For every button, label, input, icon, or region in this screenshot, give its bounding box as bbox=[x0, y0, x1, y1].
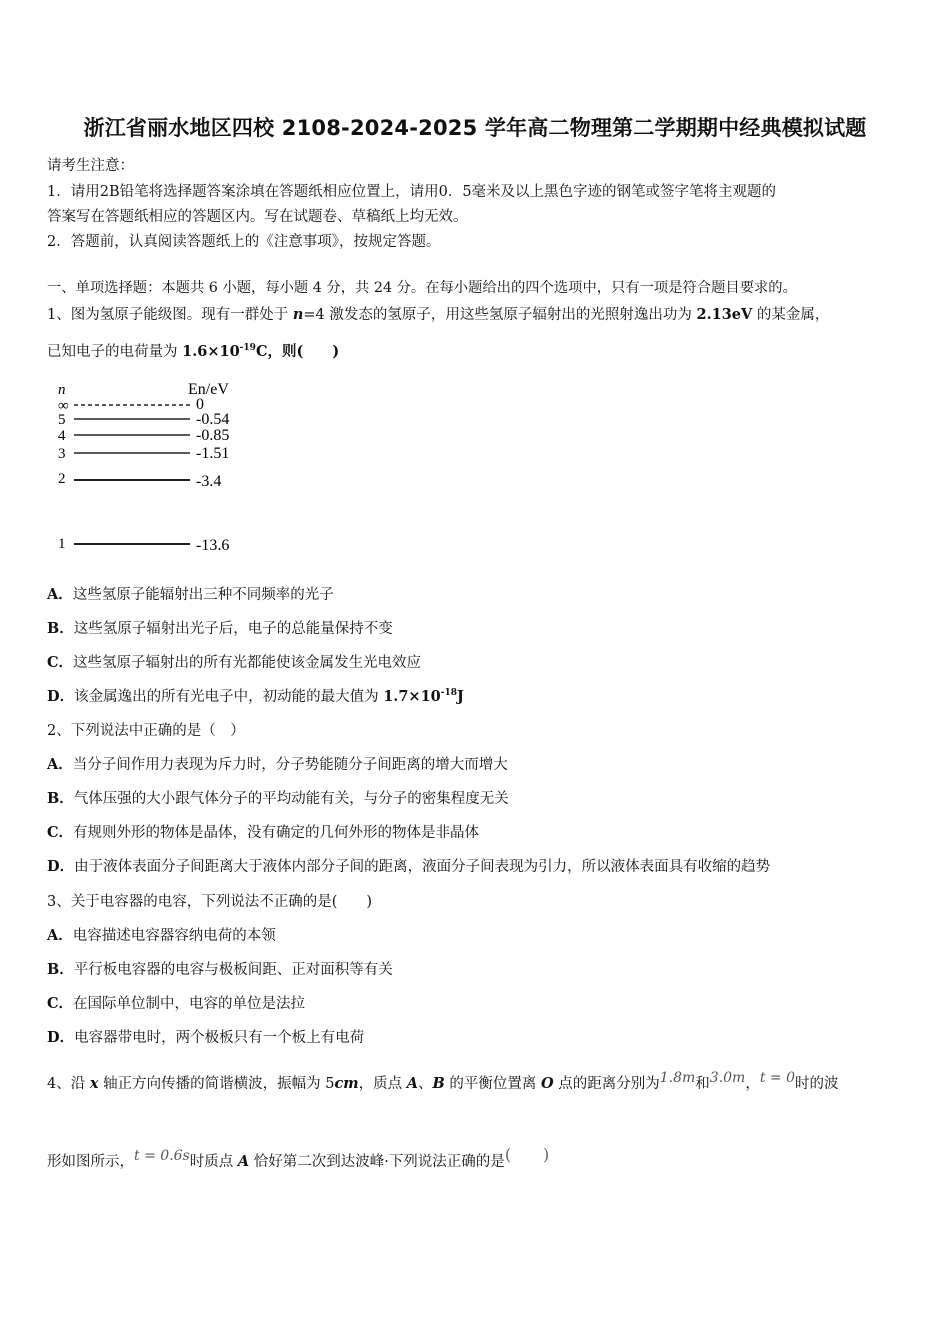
q3-option-a[interactable]: A．电容描述电容器容纳电荷的本领 bbox=[47, 927, 276, 944]
notice-item-1b: 答案写在答题纸相应的答题区内。写在试题卷、草稿纸上均无效。 bbox=[47, 209, 468, 225]
q1-option-d[interactable]: D．该金属逸出的所有光电子中，初动能的最大值为 $1.7\times 10^{-18}J$ bbox=[47, 688, 464, 705]
section-heading: 一、单项选择题：本题共 6 小题，每小题 4 分，共 24 分。在每小题给出的四个选项中，只有一项是符合题目要求的。 bbox=[47, 280, 797, 296]
q4-stem-line1: 4、沿 x 轴正方向传播的简谐横波，振幅为 5cm，质点 A、B 的平衡位置离 O 点的距离分别为1.8m和3.0m，t = 0时的波 bbox=[47, 1070, 839, 1092]
notice-item-1a: 1．请用2B铅笔将选择题答案涂填在答题纸相应位置上，请用0．5毫米及以上黑色字迹的钢笔或签字笔将主观题的 bbox=[47, 184, 777, 200]
level-e-5: -0.54 bbox=[196, 411, 230, 428]
q3-option-b[interactable]: B．平行板电容器的电容与极板间距、正对面积等有关 bbox=[47, 961, 393, 978]
q2-option-d[interactable]: D．由于液体表面分子间距离大于液体内部分子间的距离，液面分子间表现为引力，所以液体表面具有收缩的趋势 bbox=[47, 858, 771, 875]
q4-answer-paren: ( ) bbox=[504, 1145, 550, 1164]
q4-time-zero: t = 0 bbox=[759, 1070, 795, 1086]
notice-heading: 请考生注意： bbox=[47, 158, 134, 174]
q3-option-c[interactable]: C．在国际单位制中，电容的单位是法拉 bbox=[47, 995, 306, 1012]
level-n-1: 1 bbox=[58, 536, 66, 552]
page-title: 浙江省丽水地区四校 2108-2024-2025 学年高二物理第二学期期中经典模拟试题 bbox=[83, 116, 867, 140]
level-n-4: 4 bbox=[58, 428, 66, 444]
q1-stem-line2: 已知电子的电荷量为 $1.6\times 10^{-19}C$，则( ) bbox=[47, 343, 340, 360]
level-n-inf: ∞ bbox=[58, 398, 69, 414]
notice-item-2: 2．答题前，认真阅读答题纸上的《注意事项》，按规定答题。 bbox=[47, 234, 441, 250]
q1-option-b[interactable]: B．这些氢原子辐射出光子后，电子的总能量保持不变 bbox=[47, 620, 393, 637]
q4-distance-a: 1.8m bbox=[659, 1070, 696, 1086]
level-n-3: 3 bbox=[58, 446, 66, 462]
q2-option-c[interactable]: C．有规则外形的物体是晶体，没有确定的几何外形的物体是非晶体 bbox=[47, 824, 480, 841]
q3-stem: 3、关于电容器的电容，下列说法不正确的是( ) bbox=[47, 894, 373, 910]
level-n-5: 5 bbox=[58, 412, 66, 428]
level-e-3: -1.51 bbox=[196, 445, 230, 462]
level-n-2: 2 bbox=[58, 471, 66, 487]
q3-option-d[interactable]: D．电容器带电时，两个极板只有一个板上有电荷 bbox=[47, 1029, 365, 1046]
q1-option-a[interactable]: A．这些氢原子能辐射出三种不同频率的光子 bbox=[47, 586, 334, 603]
q4-distance-b: 3.0m bbox=[709, 1070, 746, 1086]
axis-n-label: n bbox=[58, 382, 66, 398]
level-e-inf: 0 bbox=[196, 396, 204, 413]
energy-level-diagram bbox=[50, 378, 260, 558]
level-e-2: -3.4 bbox=[196, 473, 222, 490]
q2-option-b[interactable]: B．气体压强的大小跟气体分子的平均动能有关，与分子的密集程度无关 bbox=[47, 790, 509, 807]
q2-option-a[interactable]: A．当分子间作用力表现为斥力时，分子势能随分子间距离的增大而增大 bbox=[47, 756, 508, 773]
q2-stem: 2、下列说法中正确的是（ ） bbox=[47, 723, 245, 739]
level-e-4: -0.85 bbox=[196, 427, 230, 444]
q4-time-06: t = 0.6s bbox=[134, 1148, 190, 1164]
level-e-1: -13.6 bbox=[196, 537, 230, 554]
q1-option-c[interactable]: C．这些氢原子辐射出的所有光都能使该金属发生光电效应 bbox=[47, 654, 422, 671]
axis-e-label: En/eV bbox=[188, 381, 229, 398]
q1-stem-line1: 1、图为氢原子能级图。现有一群处于 n=4 激发态的氢原子，用这些氢原子辐射出的光照射逸出功为 2.13eV 的某金属， bbox=[47, 306, 830, 323]
q4-stem-line2: 形如图所示，t = 0.6s时质点 A 恰好第二次到达波峰·下列说法正确的是( ) bbox=[47, 1145, 550, 1170]
